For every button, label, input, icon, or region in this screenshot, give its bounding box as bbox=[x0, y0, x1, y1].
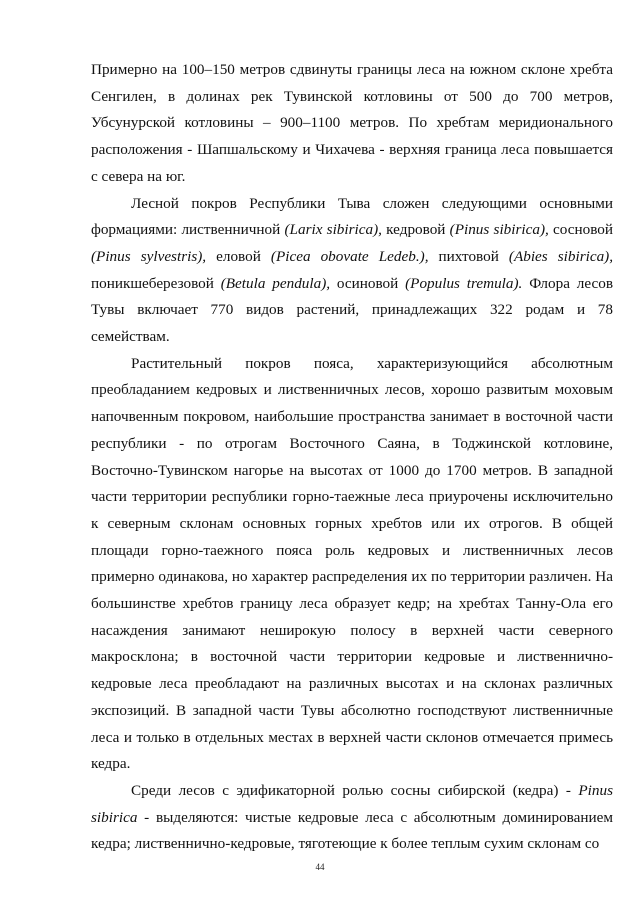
paragraph bbox=[91, 191, 613, 351]
text-segment: Среди лесов с эдификаторной ролью сосны сибирской (кедра) - bbox=[131, 781, 579, 799]
text-segment: еловой bbox=[206, 247, 271, 265]
text-segment: осиновой bbox=[330, 274, 406, 292]
page-number: 44 bbox=[315, 862, 325, 872]
latin-species-name: (Abies sibirica), bbox=[508, 247, 614, 265]
latin-species-name: (Populus tremula). bbox=[405, 274, 523, 292]
latin-species-name: Pinus sibirica bbox=[91, 781, 613, 826]
latin-species-name: (Picea obovate Ledeb.), bbox=[270, 247, 429, 265]
text-segment: пихтовой bbox=[428, 247, 509, 265]
text-segment: поникшеберезовой bbox=[91, 274, 221, 292]
latin-species-name: (Betula pendula), bbox=[220, 274, 331, 292]
paragraph bbox=[91, 778, 613, 858]
text-segment: Примерно на 100–150 метров сдвинуты границы леса на южном склоне хребта Сенгилен, в долинах рек Тувинской котловины от 500 до 700 метров, Убсунурской котловины – 900–1100 метров. По хребтам меридионального расположения - Шапшальскому и Чихачева - верхняя граница леса повышается с севера на юг. bbox=[91, 61, 613, 185]
paragraph bbox=[91, 351, 613, 778]
text-segment: - выделяются: чистые кедровые леса с абсолютным доминированием кедра; лиственнично-кедровые, тяготеющие к более теплым сухим склонам со bbox=[91, 808, 613, 853]
text-segment: Растительный покров пояса, характеризующийся абсолютным преобладанием кедровых и лиственничных лесов, хорошо развитым моховым напочвенным покровом, наибольшие пространства занимает в восточной части республики - по отрогам Восточного Саяна, в Тоджинской котловине, Восточно-Тувинском нагорье на высотах от 1000 до 1700 метров. В западной части территории республики горно-таежные леса приурочены исключительно к северным склонам основных горных хребтов или их отрогов. В общей площади горно-таежного пояса роль кедровых и лиственничных лесов примерно одинакова, но характер распределения их по территории различен. На большинстве хребтов границу леса образует кедр; на хребтах Танну-Ола его насаждения занимают неширокую полосу в верхней части северного макросклона; в восточной части территории кедровые и лиственнично-кедровые леса преобладают на различных высотах и на склонах различных экспозиций. В западной части Тувы абсолютно господствуют лиственничные леса и только в отдельных местах в верхней части склонов отмечается примесь кедра. bbox=[91, 354, 613, 773]
text-segment: сосновой bbox=[548, 221, 614, 239]
latin-species-name: (Pinus sibirica), bbox=[449, 221, 549, 239]
body-text bbox=[91, 57, 613, 858]
text-segment: Флора лесов Тувы включает 770 видов растений, принадлежащих 322 родам и 78 семействам. bbox=[91, 274, 613, 346]
text-segment: Лесной покров Республики Тыва сложен следующими основными формациями: лиственничной bbox=[91, 194, 613, 239]
text-segment: кедровой bbox=[381, 221, 450, 239]
latin-species-name: (Larix sibirica), bbox=[284, 221, 382, 239]
latin-species-name: (Pinus sylvestris), bbox=[91, 247, 207, 265]
paragraph bbox=[91, 57, 613, 191]
